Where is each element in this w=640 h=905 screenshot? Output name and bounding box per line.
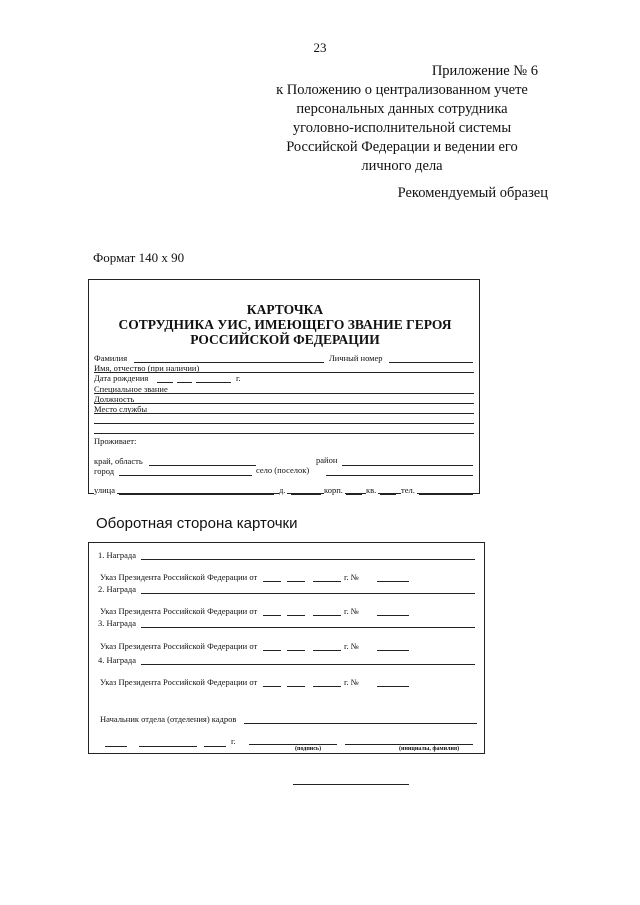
village-field[interactable] xyxy=(326,475,473,476)
decree-4-label: Указ Президента Российской Федерации от xyxy=(100,677,258,687)
decree-2-year-field[interactable] xyxy=(313,615,341,616)
decree-2-number-field[interactable] xyxy=(377,615,409,616)
position-label: Должность xyxy=(94,394,135,404)
appendix-line: личного дела xyxy=(361,158,443,174)
birth-day-field[interactable] xyxy=(157,382,173,383)
birth-month-field[interactable] xyxy=(177,382,192,383)
award-3-field[interactable] xyxy=(141,627,475,628)
decree-2-number-label: г. № xyxy=(344,606,359,616)
personal-number-field[interactable] xyxy=(389,362,473,363)
footer-divider xyxy=(293,784,409,785)
card-back xyxy=(88,542,485,754)
award-4-label: 4. Награда xyxy=(98,655,137,665)
card-front xyxy=(88,279,480,494)
decree-3-number-label: г. № xyxy=(344,641,359,651)
birth-year-suffix: г. xyxy=(236,373,241,383)
decree-1-number-field[interactable] xyxy=(377,581,409,582)
city-label: город xyxy=(94,466,115,476)
decree-4-number-field[interactable] xyxy=(377,686,409,687)
special-rank-label: Специальное звание xyxy=(94,384,168,394)
award-1-label: 1. Награда xyxy=(98,550,137,560)
signature-caption: (подпись) xyxy=(295,746,322,752)
decree-3-month-field[interactable] xyxy=(287,650,305,651)
phone-field[interactable] xyxy=(419,494,473,495)
place-of-service-field-2[interactable] xyxy=(94,423,474,424)
decree-4-number-label: г. № xyxy=(344,677,359,687)
appendix-line: персональных данных сотрудника xyxy=(296,101,508,117)
personal-number-label: Личный номер xyxy=(329,353,383,363)
card-title: РОССИЙСКОЙ ФЕДЕРАЦИИ xyxy=(190,332,380,347)
hr-head-label: Начальник отдела (отделения) кадров xyxy=(100,714,237,724)
decree-1-month-field[interactable] xyxy=(287,581,305,582)
decree-2-day-field[interactable] xyxy=(263,615,281,616)
sign-month-field[interactable] xyxy=(139,746,197,747)
district-field[interactable] xyxy=(342,465,473,466)
format-label: Формат 140 х 90 xyxy=(93,250,185,265)
award-2-label: 2. Награда xyxy=(98,584,137,594)
hr-head-field[interactable] xyxy=(244,723,477,724)
name-patronymic-field[interactable] xyxy=(94,372,474,373)
position-field[interactable] xyxy=(94,403,474,404)
initials-caption: (инициалы, фамилия) xyxy=(399,746,460,752)
decree-3-year-field[interactable] xyxy=(313,650,341,651)
street-label: улица xyxy=(94,485,115,495)
village-label: село (поселок) xyxy=(256,465,310,475)
decree-2-month-field[interactable] xyxy=(287,615,305,616)
apartment-field[interactable] xyxy=(380,494,396,495)
signature-field[interactable] xyxy=(249,744,337,745)
birth-date-label: Дата рождения xyxy=(94,373,149,383)
place-of-service-field-3[interactable] xyxy=(94,433,474,434)
appendix-line: Российской Федерации и ведении его xyxy=(286,139,518,155)
decree-1-year-field[interactable] xyxy=(313,581,341,582)
decree-4-day-field[interactable] xyxy=(263,686,281,687)
page-number: 23 xyxy=(313,40,327,55)
place-of-service-label: Место службы xyxy=(94,404,148,414)
decree-1-day-field[interactable] xyxy=(263,581,281,582)
sign-day-field[interactable] xyxy=(105,746,127,747)
card-title: КАРТОЧКА xyxy=(246,302,324,317)
appendix-header xyxy=(252,62,552,176)
sign-year-field[interactable] xyxy=(204,746,226,747)
phone-label: тел. xyxy=(401,485,415,495)
region-label: край, область xyxy=(94,456,143,466)
house-label: д. xyxy=(279,485,286,495)
name-patronymic-label: Имя, отчество (при наличии) xyxy=(94,363,200,373)
decree-1-number-label: г. № xyxy=(344,572,359,582)
sign-year-suffix: г. xyxy=(231,736,236,746)
special-rank-field[interactable] xyxy=(94,393,474,394)
award-2-field[interactable] xyxy=(141,593,475,594)
place-of-service-field[interactable] xyxy=(94,413,474,414)
decree-4-year-field[interactable] xyxy=(313,686,341,687)
appendix-line: Приложение № 6 xyxy=(431,63,538,79)
house-field[interactable] xyxy=(291,494,321,495)
decree-4-month-field[interactable] xyxy=(287,686,305,687)
decree-3-day-field[interactable] xyxy=(263,650,281,651)
decree-3-label: Указ Президента Российской Федерации от xyxy=(100,641,258,651)
surname-label: Фамилия xyxy=(94,353,128,363)
initials-field[interactable] xyxy=(345,744,473,745)
lives-label: Проживает: xyxy=(94,436,137,446)
award-3-label: 3. Награда xyxy=(98,618,137,628)
district-label: район xyxy=(316,455,338,465)
building-label: корп. xyxy=(324,485,343,495)
birth-year-field[interactable] xyxy=(196,382,231,383)
award-1-field[interactable] xyxy=(141,559,475,560)
decree-1-label: Указ Президента Российской Федерации от xyxy=(100,572,258,582)
street-field[interactable] xyxy=(119,494,274,495)
appendix-line: к Положению о централизованном учете xyxy=(276,82,528,98)
decree-2-label: Указ Президента Российской Федерации от xyxy=(100,606,258,616)
appendix-line: уголовно-исполнительной системы xyxy=(292,120,512,136)
card-title: СОТРУДНИКА УИС, ИМЕЮЩЕГО ЗВАНИЕ ГЕРОЯ xyxy=(118,317,452,332)
apartment-label: кв. xyxy=(366,485,377,495)
building-field[interactable] xyxy=(346,494,362,495)
back-side-title: Оборотная сторона карточки xyxy=(96,515,298,532)
sample-label: Рекомендуемый образец xyxy=(397,185,548,201)
city-field[interactable] xyxy=(119,475,252,476)
decree-3-number-field[interactable] xyxy=(377,650,409,651)
award-4-field[interactable] xyxy=(141,664,475,665)
